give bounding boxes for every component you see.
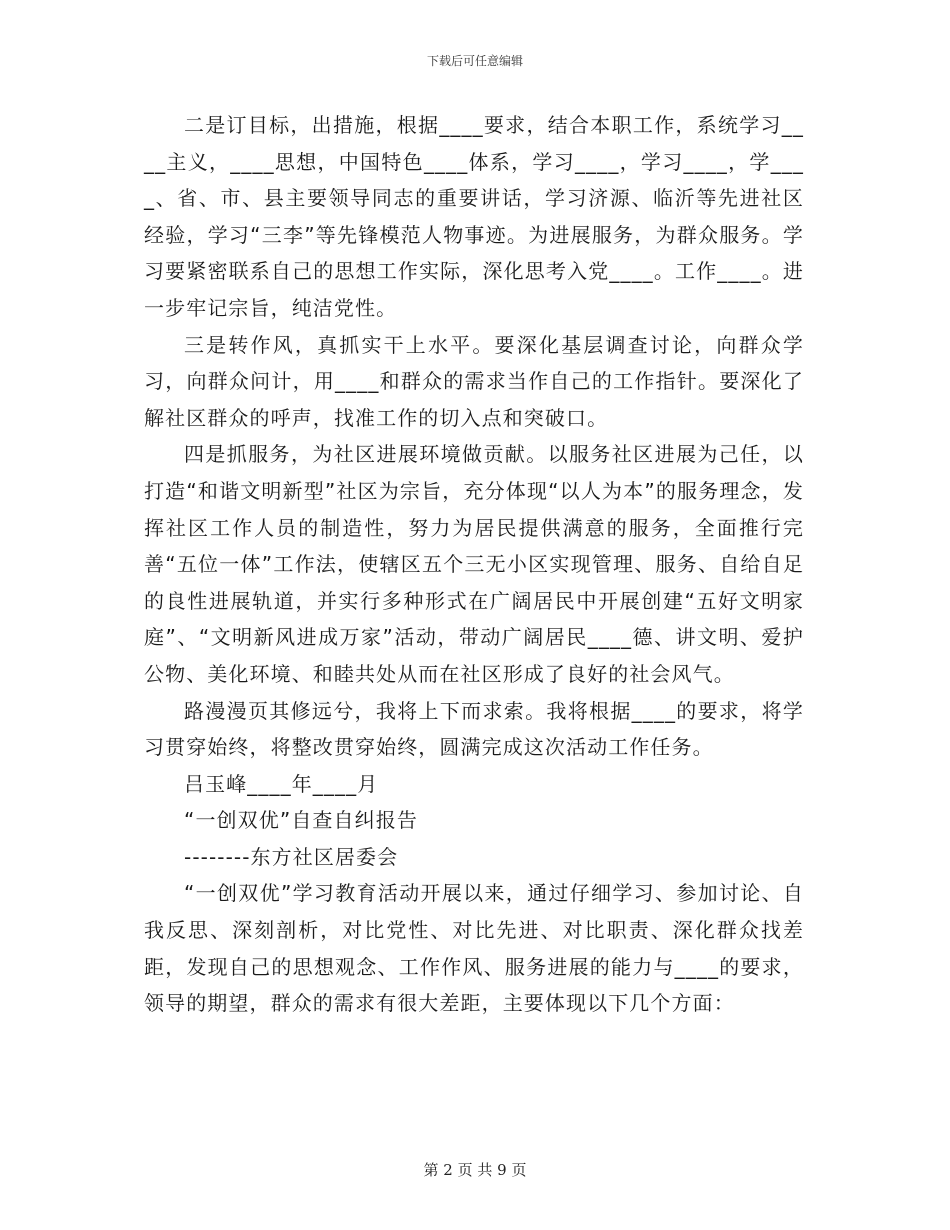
paragraph-closing: 路漫漫页其修远兮，我将上下而求索。我将根据____的要求，将学习贯穿始终，将整改贯穿始终，圆满完成这次活动工作任务。 [144, 698, 804, 760]
paragraph-service: 四是抓服务，为社区进展环境做贡献。以服务社区进展为己任，以打造“和谐文明新型”社区为宗旨，充分体现“以人为本”的服务理念，发挥社区工作人员的制造性，努力为居民提供满意的服务，全面推行完善“五位一体”工作法，使辖区五个三无小区实现管理、服务、自给自足的良性进展轨道，并实行多种形式在广阔居民中开展创建“五好文明家庭”、“文明新风进成万家”活动，带动广阔居民____德、讲文明、爱护公物、美化环境、和睦共处从而在社区形成了良好的社会风气。 [144, 442, 804, 686]
paragraph-report-intro: “一创双优”学习教育活动开展以来，通过仔细学习、参加讨论、自我反思、深刻剖析，对比党性、对比先进、对比职责、深化群众找差距，发现自己的思想观念、工作作风、服务进展的能力与____的要求，领导的期望，群众的需求有很大差距，主要体现以下几个方面： [144, 881, 804, 1016]
report-organization: --------东方社区居委会 [184, 844, 399, 869]
signature-date-line: 吕玉峰____年____月 [184, 771, 379, 796]
report-title: “一创双优”自查自纠报告 [184, 808, 418, 833]
document-body [144, 107, 804, 1022]
page-header: 下载后可任意编辑 [426, 54, 523, 68]
paragraph-work-style: 三是转作风，真抓实干上水平。要深化基层调查讨论，向群众学习，向群众问计，用____和群众的需求当作自己的工作指针。要深化了解社区群众的呼声，找准工作的切入点和突破口。 [144, 332, 804, 430]
paragraph-goals: 二是订目标，出措施，根据____要求，结合本职工作，系统学习____主义，____思想，中国特色____体系，学习____，学习____，学____、省、市、县主要领导同志的重要讲话，学习济源、临沂等先进社区经验，学习“三李”等先锋模范人物事迹。为进展服务，为群众服务。学习要紧密联系自己的思想工作实际，深化思考入党____。工作____。进一步牢记宗旨，纯洁党性。 [144, 113, 804, 320]
page-number: 第 2 页 共 9 页 [423, 1161, 527, 1179]
